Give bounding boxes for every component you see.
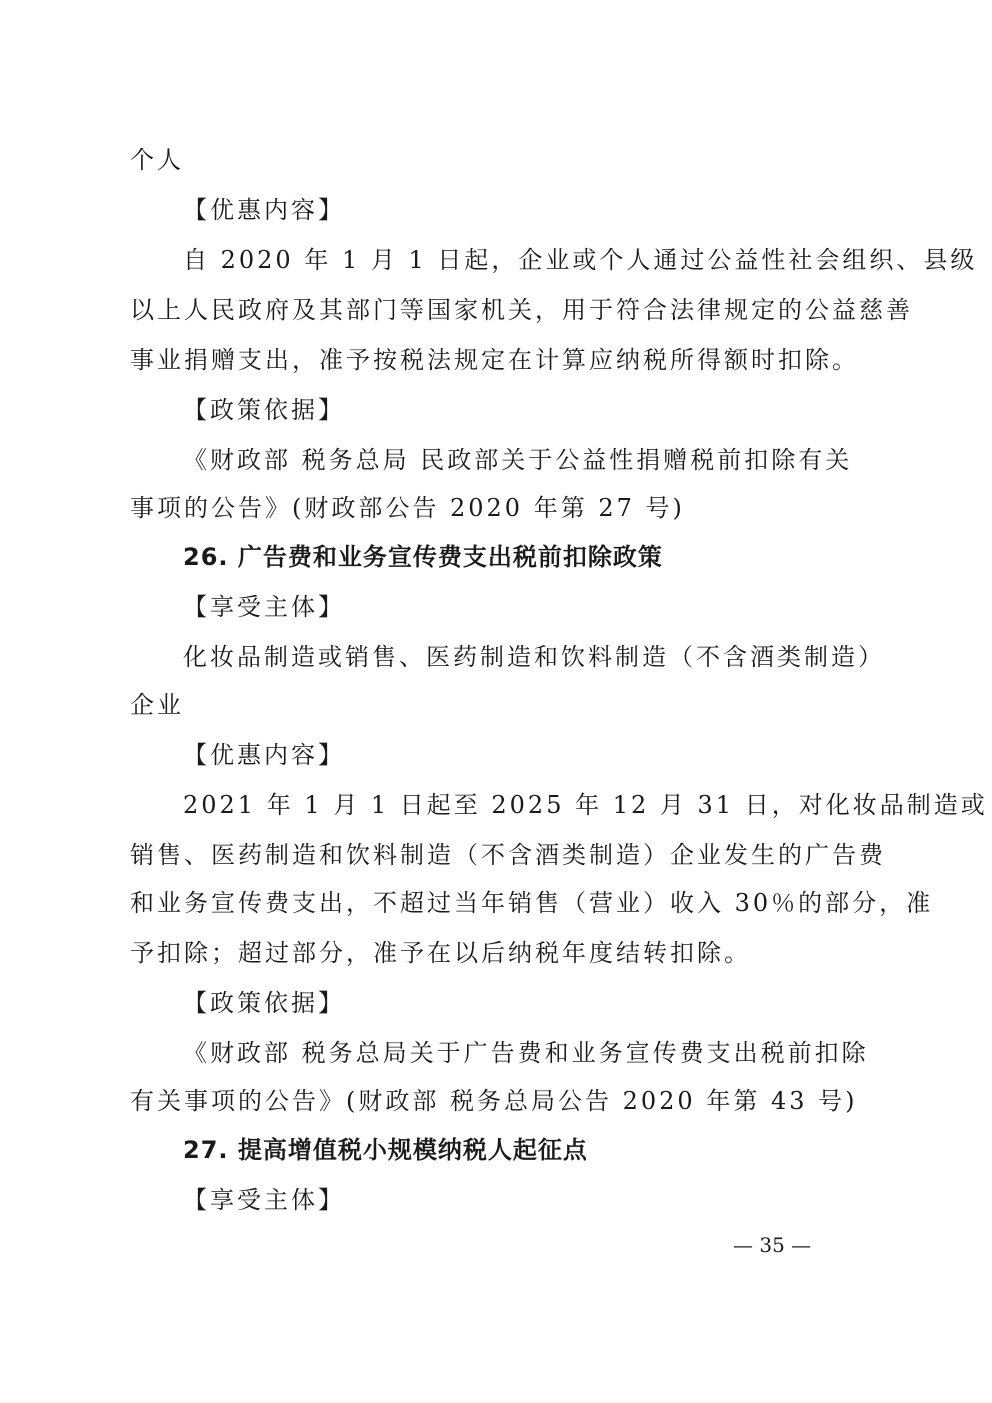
- section-label: 【优惠内容】: [183, 196, 345, 224]
- text-line: 个人: [130, 146, 184, 174]
- text-line: 和业务宣传费支出，不超过当年销售（营业）收入 30％的部分，准: [130, 889, 934, 917]
- text-line: 销售、医药制造和饮料制造（不含酒类制造）企业发生的广告费: [130, 841, 886, 869]
- text-line: 《财政部 税务总局 民政部关于公益性捐赠税前扣除有关: [183, 446, 853, 474]
- text-line: 以上人民政府及其部门等国家机关，用于符合法律规定的公益慈善: [130, 296, 913, 324]
- section-label: 【享受主体】: [183, 1186, 345, 1214]
- text-line: 事项的公告》(财政部公告 2020 年第 27 号): [130, 494, 685, 522]
- text-line: 化妆品制造或销售、医药制造和饮料制造（不含酒类制造）: [183, 643, 885, 671]
- section-label: 【优惠内容】: [183, 741, 345, 769]
- section-label: 【政策依据】: [183, 396, 345, 424]
- text-line: 有关事项的公告》(财政部 税务总局公告 2020 年第 43 号): [130, 1087, 858, 1115]
- text-line: 自 2020 年 1 月 1 日起，企业或个人通过公益性社会组织、县级: [183, 246, 978, 274]
- section-label: 【政策依据】: [183, 989, 345, 1017]
- policy-heading: 26. 广告费和业务宣传费支出税前扣除政策: [183, 543, 663, 571]
- text-line: 予扣除；超过部分，准予在以后纳税年度结转扣除。: [130, 939, 751, 967]
- policy-heading: 27. 提高增值税小规模纳税人起征点: [183, 1136, 588, 1164]
- text-line: 事业捐赠支出，准予按税法规定在计算应纳税所得额时扣除。: [130, 346, 859, 374]
- text-line: 《财政部 税务总局关于广告费和业务宣传费支出税前扣除: [183, 1039, 869, 1067]
- section-label: 【享受主体】: [183, 593, 345, 621]
- text-line: 2021 年 1 月 1 日起至 2025 年 12 月 31 日，对化妆品制造或: [183, 791, 988, 819]
- page-number: — 35 —: [733, 1233, 812, 1257]
- text-line: 企业: [130, 691, 184, 719]
